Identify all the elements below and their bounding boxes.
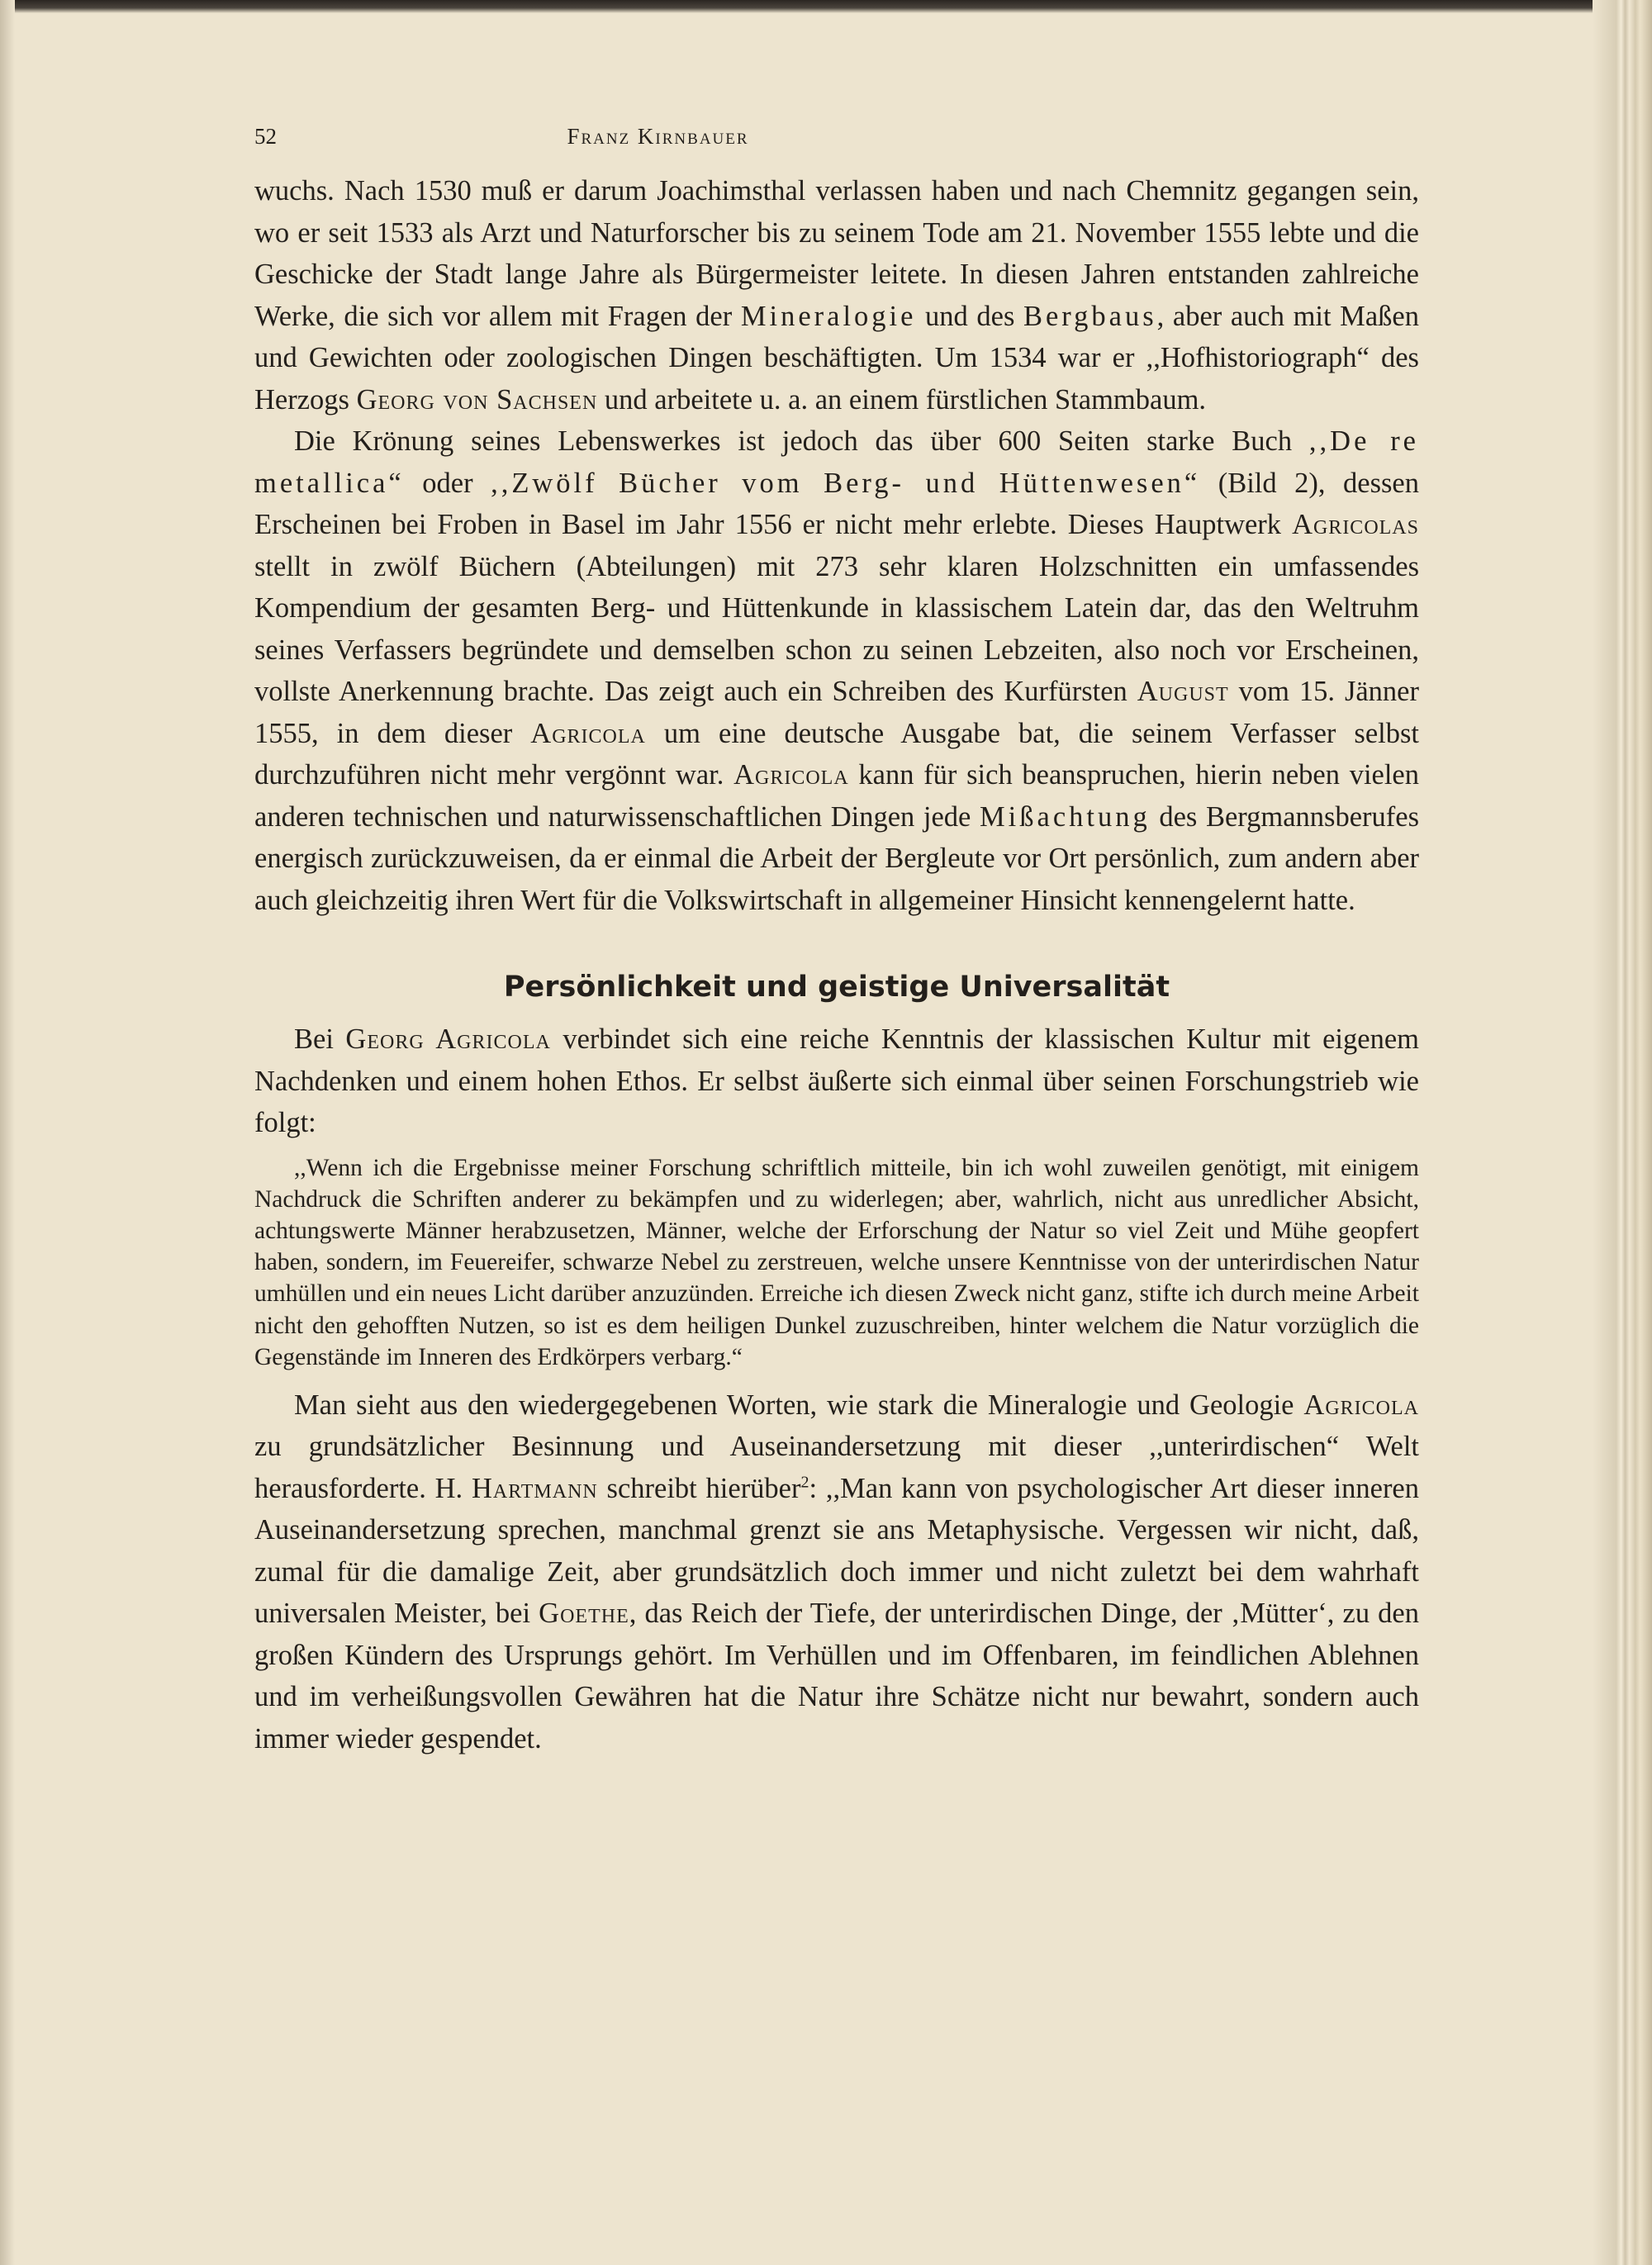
person-name: August	[1137, 676, 1229, 707]
book-page	[254, 124, 1419, 1759]
spaced-term: ,,De re metallica“	[254, 425, 1419, 499]
spaced-term: ,,Zwölf Bücher vom Berg- und Hüttenwesen“	[491, 467, 1201, 499]
scan-left-shadow	[0, 0, 15, 2265]
section-heading: Persönlichkeit und geistige Universalität	[503, 971, 1170, 1004]
spaced-term: Mißachtung	[980, 800, 1151, 833]
person-name: Georg von Sachsen	[356, 383, 598, 415]
block-quote	[254, 1152, 1419, 1373]
paragraph-4: Man sieht aus den wiedergegebenen Worten, wie stark die Mineralogie und Geologie Agricola zu grundsätzlicher Besinnung und Auseinandersetzung mit dieser ,,unterirdischen“ Welt herausforderte. H. Hartmann schreibt hierüber$^2$: ,,Man kann von psychologischer Art dieser inneren Auseinandersetzung sprechen, manchmal grenzt sie ans Metaphysische. Vergessen wir nicht, daß, zumal für die damalige Zeit, aber grundsätzlich doch immer und nicht zuletzt bei dem wahrhaft universalen Meister, bei Goethe, das Reich der Tiefe, der unterirdischen Dinge, der ‚Mütter‘, zu den großen Kündern des Ursprungs gehört. Im Verhüllen und im Offenbaren, im feindlichen Ablehnen und im verheißungsvollen Gewähren hat die Natur ihre Schätze nicht nur bewahrt, sondern auch immer wieder gespendet.	[254, 1389, 1419, 1755]
person-name: Georg Agricola	[345, 1023, 551, 1055]
person-name: Goethe	[539, 1598, 629, 1630]
person-name: Hartmann	[471, 1472, 598, 1504]
book-page-edges	[1593, 0, 1652, 2265]
person-name: Agricola	[733, 759, 849, 791]
footnote-marker: 2	[800, 1473, 809, 1492]
running-head	[254, 124, 1419, 170]
spaced-term: Mineralogie	[740, 300, 917, 332]
running-head-author: Franz Kirnbauer	[567, 124, 749, 149]
page-number: 52	[254, 124, 277, 149]
paragraph-3: Bei Georg Agricola verbindet sich eine reiche Kenntnis der klassischen Kultur mit eigenem Nachdenken und einem hohen Ethos. Er selbst äußerte sich einmal über seinen Forschungstrieb wie folgt:	[254, 1023, 1419, 1138]
spaced-term: Bergbaus	[1023, 300, 1157, 332]
person-name: Agricola	[1303, 1389, 1419, 1421]
paragraph-1: wuchs. Nach 1530 muß er darum Joachimsthal verlassen haben und nach Chemnitz gegangen sein, wo er seit 1533 als Arzt und Naturforscher bis zu seinem Tode am 21. November 1555 lebte und die Geschicke der Stadt lange Jahre als Bürgermeister leitete. In diesen Jahren entstanden zahlreiche Werke, die sich vor allem mit Fragen der Mineralogie und des Bergbaus, aber auch mit Maßen und Gewichten oder zoologischen Dingen beschäftigten. Um 1534 war er ,,Hofhistoriograph“ des Herzogs Georg von Sachsen und arbeitete u. a. an einem fürstlichen Stammbaum.	[254, 175, 1419, 415]
person-name: Agricolas	[1292, 509, 1419, 540]
quote-text: ,,Wenn ich die Ergebnisse meiner Forschung schriftlich mitteile, bin ich wohl zuweilen genötigt, mit einigem Nachdruck die Schriften anderer zu bekämpfen und zu widerlegen; aber, wahrlich, nicht aus unredlicher Absicht, achtungswerte Männer herabzusetzen, Männer, welche der Erforschung der Natur so viel Zeit und Mühe geopfert haben, sondern, im Feuereifer, schwarze Nebel zu zerstreuen, welche unsere Kenntnisse von der unterirdischen Natur umhüllen und ein neues Licht darüber anzuzünden. Erreiche ich diesen Zweck nicht ganz, stifte ich durch meine Arbeit nicht den gehofften Nutzen, so ist es dem heiligen Dunkel zuzuschreiben, hinter welchem die Natur vorzüglich die Gegenstände im Inneren des Erdkörpers verbarg.“	[254, 1154, 1419, 1370]
scan-top-edge	[0, 0, 1652, 13]
person-name: Agricola	[530, 717, 646, 749]
paragraph-2: Die Krönung seines Lebenswerkes ist jedoch das über 600 Seiten starke Buch ,,De re metallica“ oder ,,Zwölf Bücher vom Berg- und Hüttenwesen“ (Bild 2), dessen Erscheinen bei Froben in Basel im Jahr 1556 er nicht mehr erlebte. Dieses Hauptwerk Agricolas stellt in zwölf Büchern (Abteilungen) mit 273 sehr klaren Holzschnitten ein umfassendes Kompendium der gesamten Berg- und Hüttenkunde in klassischem Latein dar, das den Weltruhm seines Verfassers begründete und demselben schon zu seinen Lebzeiten, also noch vor Erscheinen, vollste Anerkennung brachte. Das zeigt auch ein Schreiben des Kurfürsten August vom 15. Jänner 1555, in dem dieser Agricola um eine deutsche Ausgabe bat, die seinem Verfasser selbst durchzuführen nicht mehr vergönnt war. Agricola kann für sich beanspruchen, hierin neben vielen anderen technischen und naturwissenschaftlichen Dingen jede Mißachtung des Bergmannsberufes energisch zurückzuweisen, da er einmal die Arbeit der Bergleute vor Ort persönlich, zum andern aber auch gleichzeitig ihren Wert für die Volkswirtschaft in allgemeiner Hinsicht kennengelernt hatte.	[254, 425, 1420, 916]
